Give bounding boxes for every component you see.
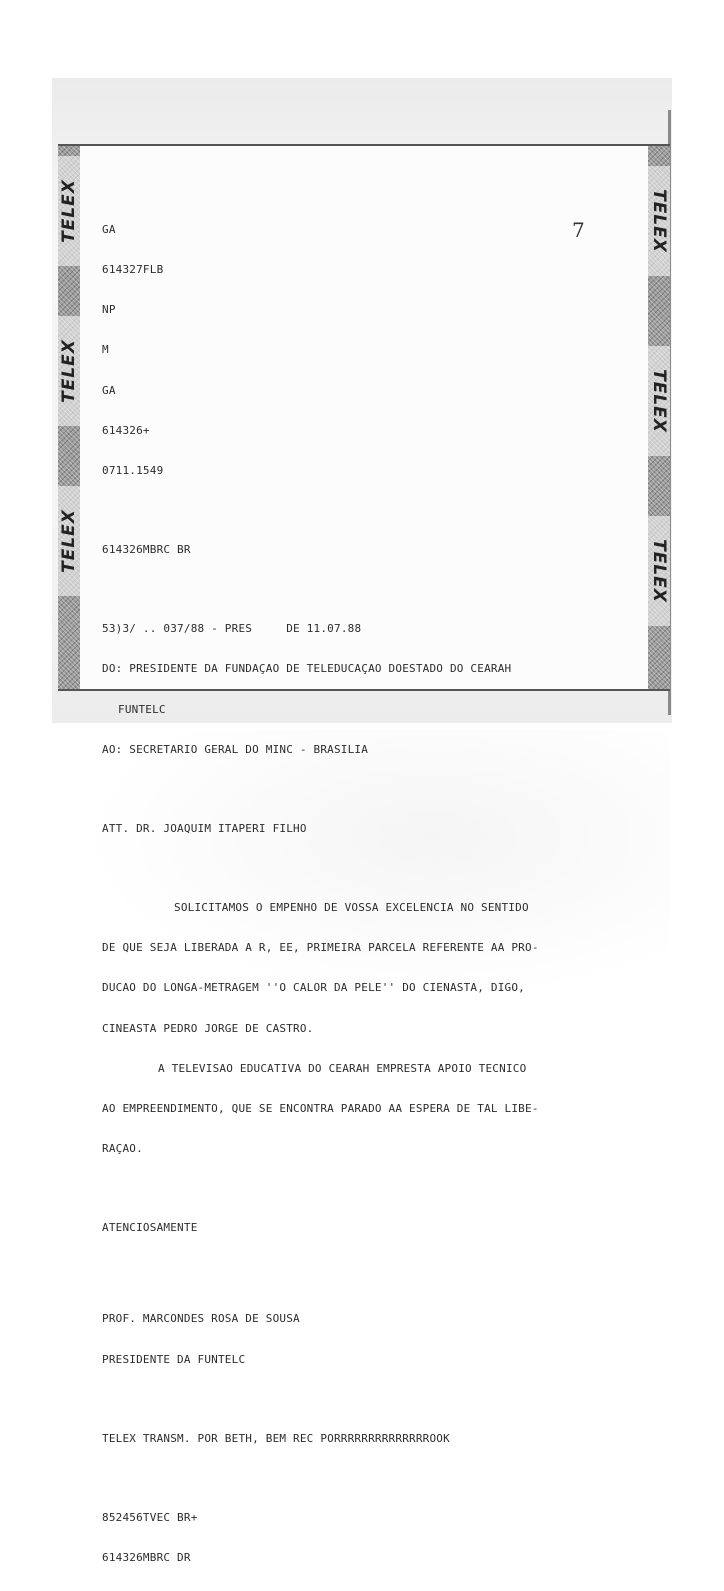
telex-logo: TELEX — [58, 316, 80, 426]
reference-line — [102, 622, 622, 635]
telex-logo: TELEX — [648, 516, 670, 626]
trailer-code: 852456TVEC BR+ — [102, 1510, 198, 1524]
body-line: AO EMPREENDIMENTO, QUE SE ENCONTRA PARADO AA ESPERA DE TAL LIBE- — [102, 1102, 539, 1115]
body-line: A TELEVISAO EDUCATIVA DO CEARAH EMPRESTA APOIO TECNICO — [158, 1061, 527, 1075]
reference-date: DE 11.07.88 — [286, 622, 362, 636]
header-code: 0711.1549 — [102, 464, 164, 478]
telex-logo: TELEX — [58, 486, 80, 596]
from-line: DO: PRESIDENTE DA FUNDAÇAO DE TELEDUCAÇAO DOESTADO DO CEARAH — [102, 662, 512, 676]
closing: ATENCIOSAMENTE — [102, 1221, 198, 1235]
header-code: NP — [102, 303, 116, 317]
answerback: 614326MBRC BR — [102, 543, 191, 557]
body-line: SOLICITAMOS O EMPENHO DE VOSSA EXCELENCIA NO SENTIDO — [174, 900, 529, 914]
header-code: M — [102, 343, 109, 357]
attention-line: ATT. DR. JOAQUIM ITAPERI FILHO — [102, 821, 307, 835]
body-line: DUCAO DO LONGA-METRAGEM ''O CALOR DA PELE'' DO CIENASTA, DIGO, — [102, 981, 525, 995]
to-line: AO: SECRETARIO GERAL DO MINC - BRASILIA — [102, 742, 369, 756]
signatory-name: PROF. MARCONDES ROSA DE SOUSA — [102, 1312, 300, 1326]
telex-strip-right — [648, 146, 670, 689]
body-line: RAÇAO. — [102, 1142, 143, 1156]
telex-logo: TELEX — [648, 166, 670, 276]
telex-message — [102, 196, 622, 1591]
header-code: 614327FLB — [102, 263, 164, 277]
telex-logo: TELEX — [648, 346, 670, 456]
page-number-mark: 7 — [572, 218, 585, 242]
from-line-cont: FUNTELC — [118, 702, 166, 716]
header-code: GA — [102, 222, 116, 236]
signatory-title: PRESIDENTE DA FUNTELC — [102, 1352, 246, 1366]
trailer-code: 614326MBRC DR — [102, 1550, 191, 1564]
header-code: 614326+ — [102, 423, 150, 437]
reference-number: 53)3/ .. 037/88 - PRES — [102, 622, 253, 636]
telex-logo: TELEX — [58, 156, 80, 266]
body-line: DE QUE SEJA LIBERADA A R, EE, PRIMEIRA PARCELA REFERENTE AA PRO- — [102, 941, 539, 955]
header-code: GA — [102, 383, 116, 397]
transmission-note: TELEX TRANSM. POR BETH, BEM REC PORRRRRRRRRRRRRROOK — [102, 1431, 450, 1445]
body-line: CINEASTA PEDRO JORGE DE CASTRO. — [102, 1021, 314, 1035]
telex-strip-left — [58, 146, 80, 689]
